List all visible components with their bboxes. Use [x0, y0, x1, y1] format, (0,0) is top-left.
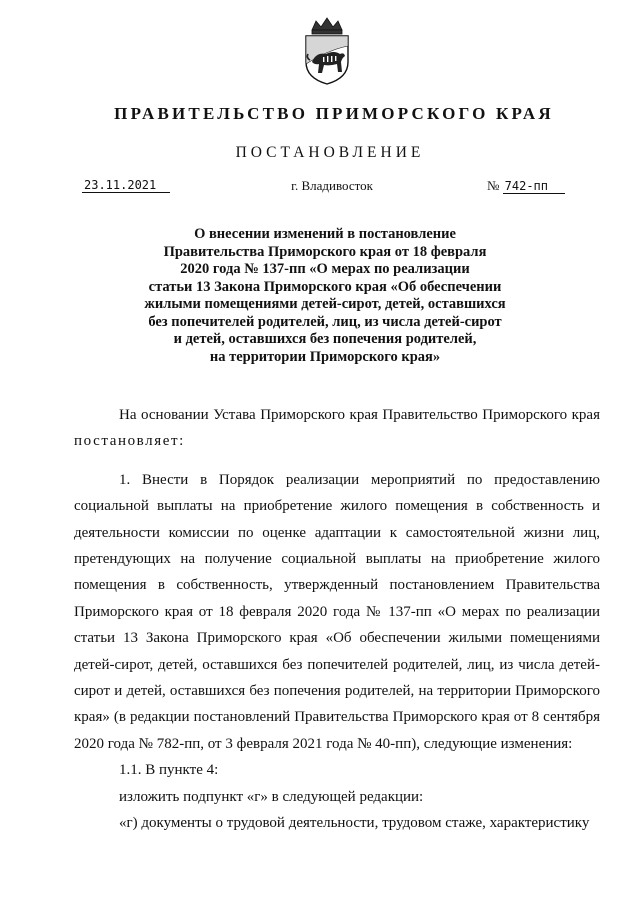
heading-line: Правительства Приморского края от 18 февраля	[163, 243, 487, 260]
heading-line: 2020 года № 137-пп «О мерах по реализации	[180, 261, 470, 277]
item-1-1: 1.1. В пункте 4:	[119, 762, 219, 779]
preamble-text: На основании Устава Приморского края Правительство Приморского края	[119, 407, 600, 423]
government-title: ПРАВИТЕЛЬСТВО ПРИМОРСКОГО КРАЯ	[114, 104, 554, 123]
heading-line: без попечителей родителей, лиц, из числа детей-сирот	[148, 313, 502, 330]
document-city: г. Владивосток	[291, 178, 373, 193]
paragraph-1: 1. Внести в Порядок реализации мероприятий по предоставлению социальной выплаты на приобретение жилого помещения в собственность и деятельности комиссии по оценке адаптации к самостоятельной жизни лиц, претендующих на получение социальной выплаты на приобретение жилого помещения в собственность, утвержденный постановлением Правительства Приморского края от 18 февраля 2020 года № 137-пп «О мерах по реализации статьи 13 Закона Приморского края «Об обеспечении жилыми помещениями детей-сирот, детей, оставшихся без попечителей родителей, лиц, из числа детей-сирот и детей, оставшихся без попечения родителей, на территории Приморского края» (в редакции постановлений Правительства Приморского края от 8 сентября 2020 года № 782-пп, от 3 февраля 2021 года № 40-пп), следующие изменения:	[74, 471, 600, 752]
heading-line: жилыми помещениями детей-сирот, детей, оставшихся	[144, 296, 506, 312]
heading-line: О внесении изменений в постановление	[194, 226, 456, 242]
document-heading	[120, 226, 530, 366]
document-type: ПОСТАНОВЛЕНИЕ	[235, 144, 425, 161]
decree-verb: постановляет:	[74, 433, 185, 450]
document-meta-row	[0, 178, 640, 200]
number-sign: №	[487, 178, 500, 193]
document-body	[74, 402, 600, 837]
item-1-1-text: изложить подпункт «г» в следующей редакции:	[119, 788, 424, 805]
preamble-paragraph	[74, 402, 600, 455]
heading-line: и детей, оставшихся без попечения родителей,	[173, 331, 477, 347]
document-number: 742-пп	[503, 179, 565, 194]
heading-line: на территории Приморского края»	[209, 348, 441, 365]
item-g: «г) документы о трудовой деятельности, трудовом стаже, характеристику	[119, 815, 590, 832]
heading-line: статьи 13 Закона Приморского края «Об обеспечении	[148, 278, 502, 295]
crown-icon	[312, 18, 342, 34]
document-number-block	[487, 178, 577, 194]
coat-of-arms-emblem	[298, 16, 356, 86]
document-date: 23.11.2021	[82, 178, 170, 193]
